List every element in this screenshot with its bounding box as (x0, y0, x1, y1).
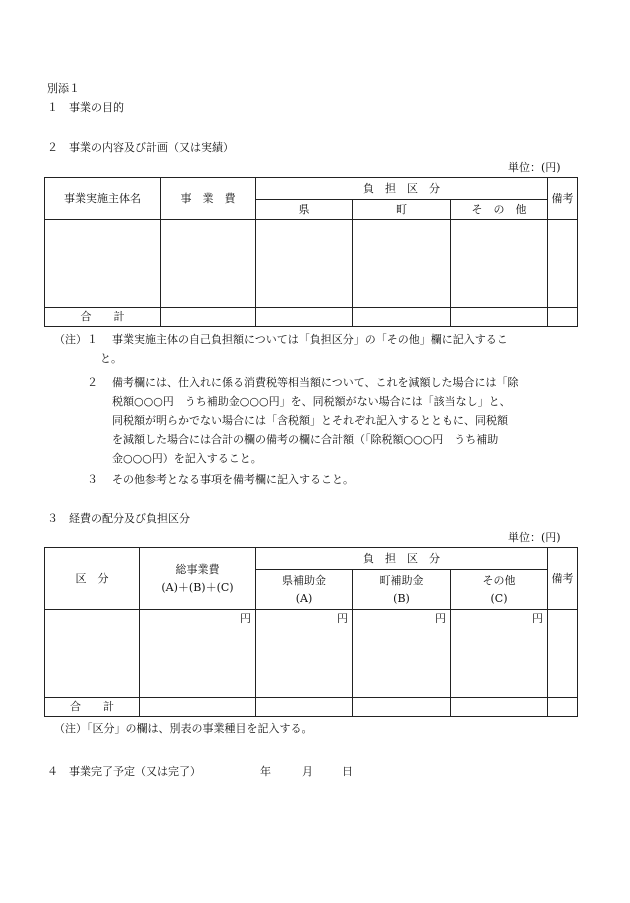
note-1-num: （注）１ (54, 333, 98, 346)
total-prefecture-cell[interactable] (256, 308, 353, 327)
attachment-label: 別添１ (47, 82, 80, 95)
prefecture-header: 県 (256, 200, 353, 220)
note-2-num: ２ (87, 376, 98, 389)
other-header: そ の 他 (451, 200, 548, 220)
note-2-line-4: を減額した場合には合計の欄の備考の欄に合計額（「除税額○○○円 うち補助 (112, 433, 499, 446)
note-2-line-3: 同税額が明らかでない場合には「含税額」とそれぞれ記入するとともに、同税額 (112, 414, 508, 427)
town-subsidy-header (353, 570, 451, 610)
allocation-table (44, 547, 578, 717)
total-cost-formula: (A)＋(B)＋(C) (161, 580, 234, 594)
remarks-header-2: 備考 (548, 548, 578, 610)
town-subsidy-yen[interactable]: 円 (353, 610, 451, 698)
total-pref-cell[interactable] (256, 698, 353, 717)
total-remarks-cell[interactable] (548, 308, 578, 327)
town-header: 町 (353, 200, 451, 220)
remarks-header: 備考 (548, 178, 578, 220)
completion-day: 日 (342, 765, 353, 778)
other-header-2 (451, 570, 548, 610)
total-cost-yen[interactable]: 円 (140, 610, 256, 698)
note-2-line-1: 備考欄には、仕入れに係る消費税等相当額について、これを減額した場合には「除 (112, 376, 519, 389)
total-cost-header (140, 548, 256, 610)
other-label: その他 (482, 573, 516, 587)
burden-header-2: 負 担 区 分 (256, 548, 548, 570)
note-1-line-2: と。 (100, 352, 122, 365)
section2-title: ２ 事業の内容及び計画（又は実績） (47, 141, 234, 154)
other-cell[interactable] (451, 220, 548, 308)
town-subsidy-code: (B) (393, 591, 410, 605)
pref-subsidy-label: 県補助金 (282, 573, 326, 587)
total-label: 合 計 (45, 308, 161, 327)
total-town-cell-2[interactable] (353, 698, 451, 717)
cost-header: 事 業 費 (161, 178, 256, 220)
remarks-cell[interactable] (548, 220, 578, 308)
note-2-line-5: 金○○○円）を記入すること。 (112, 452, 262, 465)
section3-note: （注）「区分」の欄は、別表の事業種目を記入する。 (54, 722, 313, 735)
entity-cell[interactable] (45, 220, 161, 308)
total-other-cell[interactable] (451, 308, 548, 327)
total-total-cost-cell[interactable] (140, 698, 256, 717)
total-cost-cell[interactable] (161, 308, 256, 327)
note-1-line-1: 事業実施主体の自己負担額については「負担区分」の「その他」欄に記入するこ (112, 333, 508, 346)
section1-title: １ 事業の目的 (47, 101, 124, 114)
prefecture-cell[interactable] (256, 220, 353, 308)
other-code: (C) (490, 591, 508, 605)
pref-subsidy-yen[interactable]: 円 (256, 610, 353, 698)
total-town-cell[interactable] (353, 308, 451, 327)
pref-subsidy-header (256, 570, 353, 610)
note-3-num: ３ (87, 473, 98, 486)
cost-cell[interactable] (161, 220, 256, 308)
note-3-line-1: その他参考となる事項を備考欄に記入すること。 (112, 473, 354, 486)
total-cost-header-label: 総事業費 (175, 562, 220, 576)
completion-year: 年 (260, 765, 271, 778)
total-other-cell-2[interactable] (451, 698, 548, 717)
category-cell[interactable] (45, 610, 140, 698)
pref-subsidy-code: (A) (295, 591, 313, 605)
total-remarks-cell-2[interactable] (548, 698, 578, 717)
category-header: 区 分 (45, 548, 140, 610)
total-label-2: 合 計 (45, 698, 140, 717)
entity-header: 事業実施主体名 (45, 178, 161, 220)
section4-title: ４ 事業完了予定（又は完了） (47, 765, 201, 778)
burden-header: 負 担 区 分 (256, 178, 548, 200)
plan-table (44, 177, 578, 327)
section3-unit: 単位：(円) (508, 531, 561, 544)
section3-title: ３ 経費の配分及び負担区分 (47, 512, 190, 525)
section2-unit: 単位：(円) (508, 161, 561, 174)
town-subsidy-label: 町補助金 (379, 573, 424, 587)
remarks-cell-2[interactable] (548, 610, 578, 698)
note-2-line-2: 税額○○○円 うち補助金○○○円」を、同税額がない場合には「該当なし」と、 (112, 395, 511, 408)
completion-month: 月 (302, 765, 313, 778)
town-cell[interactable] (353, 220, 451, 308)
other-yen[interactable]: 円 (451, 610, 548, 698)
